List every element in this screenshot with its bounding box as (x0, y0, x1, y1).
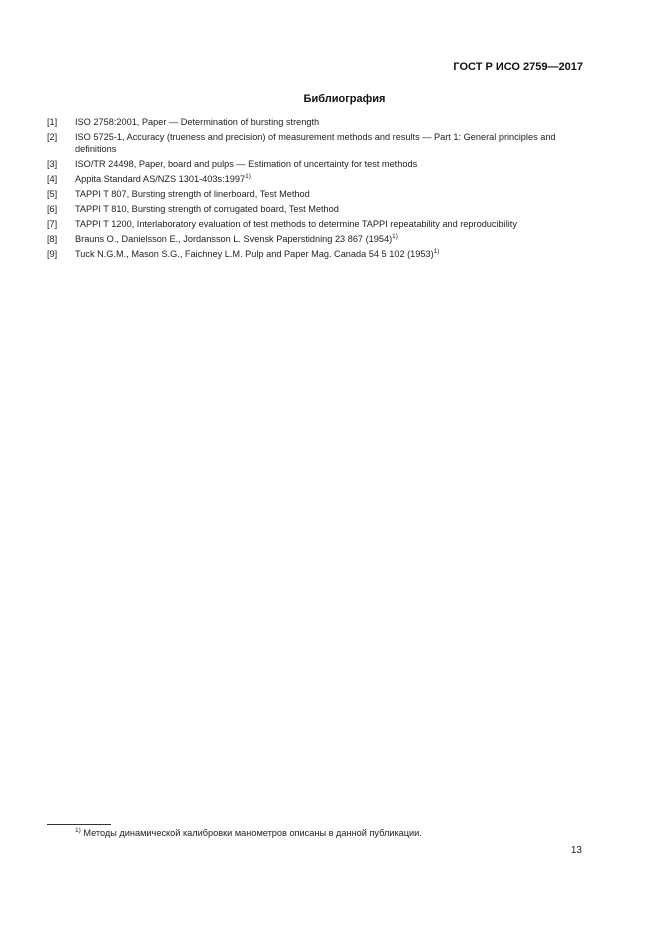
entry-text: ISO 5725-1, Accuracy (trueness and precision) of measurement methods and results — Part 1: General principles and definitions (75, 132, 556, 154)
entry-number: [9] (47, 249, 58, 259)
footnote-divider (47, 824, 111, 825)
bibliography-entry (47, 248, 592, 260)
entry-number: [5] (47, 189, 58, 199)
entry-text: TAPPI T 807, Bursting strength of linerboard, Test Method (75, 189, 310, 199)
document-code-header: ГОСТ Р ИСО 2759—2017 (453, 61, 583, 73)
entry-text: Brauns O., Danielsson E., Jordansson L. Svensk Paperstidning 23 867 $(1954)^{1)}$ (75, 233, 398, 244)
page-number: 13 (570, 845, 582, 856)
entry-number: [3] (47, 159, 58, 169)
footnote-marker: 1) (392, 233, 398, 240)
entry-number: [1] (47, 117, 58, 127)
section-title: Библиография (303, 93, 386, 105)
entry-text: TAPPI T 1200, Interlaboratory evaluation of test methods to determine TAPPI repeatability and reproducibility (75, 219, 517, 229)
bibliography-entry (47, 203, 592, 215)
bibliography-list (47, 116, 592, 263)
entry-text: ISO/TR 24498, Paper, board and pulps — Estimation of uncertainty for test methods (75, 159, 418, 169)
footnote-marker: 1) (245, 173, 251, 180)
entry-number: [2] (47, 132, 58, 142)
bibliography-entry (47, 158, 592, 170)
entry-text: TAPPI T 810, Bursting strength of corrugated board, Test Method (75, 204, 339, 214)
entry-text: Appita Standard AS/NZS 1301-403s:1997$^{1)}$ (75, 173, 251, 184)
bibliography-entry (47, 131, 592, 155)
bibliography-entry (47, 173, 592, 185)
footnote-mark: 1) (75, 827, 81, 834)
entry-text: ISO 2758:2001, Paper — Determination of bursting strength (75, 117, 320, 127)
bibliography-entry (47, 233, 592, 245)
entry-number: [4] (47, 174, 58, 184)
entry-number: [7] (47, 219, 58, 229)
entry-text: Tuck N.G.M., Mason S.G., Faichney L.M. Pulp and Paper Mag. Canada 54 5 102 $(1953)^{1)}$ (75, 248, 440, 259)
bibliography-entry (47, 218, 592, 230)
entry-number: [6] (47, 204, 58, 214)
footnote-marker: 1) (433, 248, 440, 255)
bibliography-entry (47, 116, 592, 128)
bibliography-entry (47, 188, 592, 200)
footnote (75, 828, 422, 838)
entry-number: [8] (47, 234, 58, 244)
footnote-text: Методы динамической калибровки манометров описаны в данной публикации. (83, 828, 422, 838)
